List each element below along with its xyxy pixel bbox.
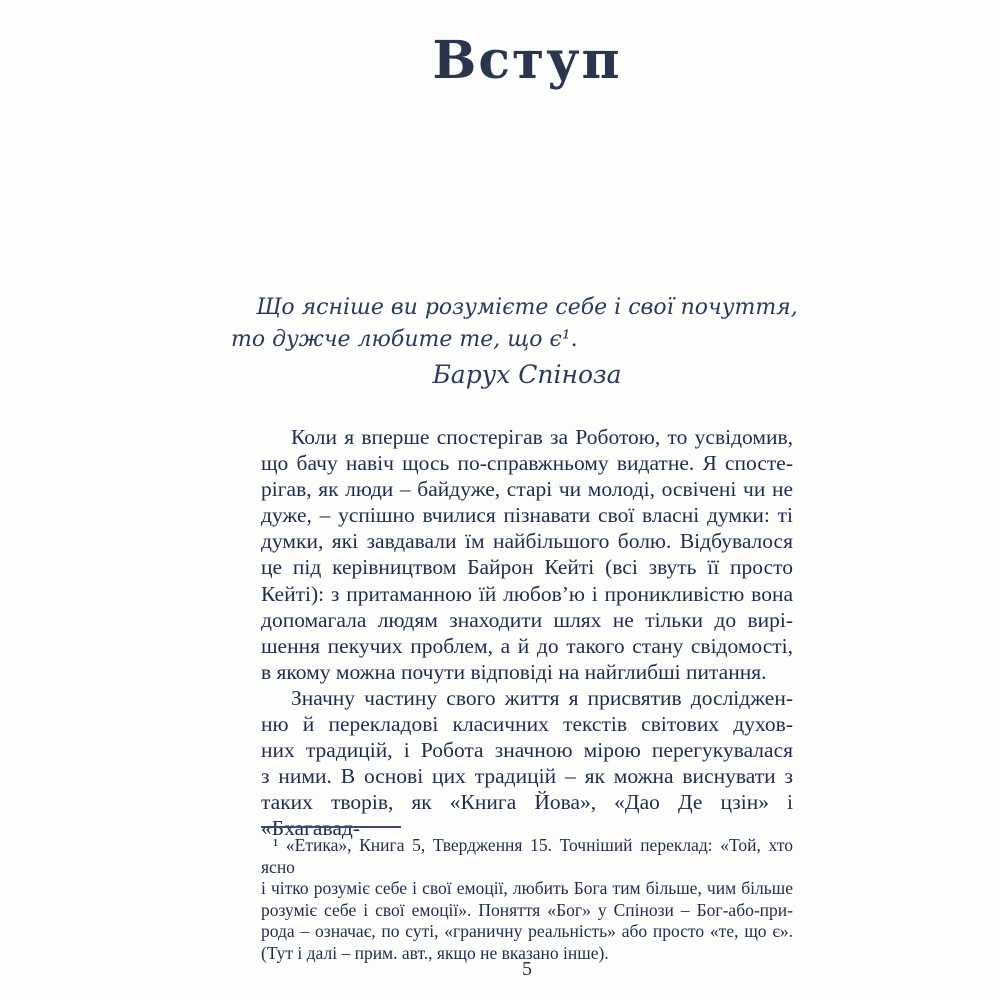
text-line: і чітко розуміє себе і свої емоції, любить Бога тим більше, чим більше	[261, 878, 793, 899]
epigraph-attribution: Барух Спіноза	[432, 360, 622, 389]
body-text	[261, 424, 793, 842]
text-line: (Тут і далі – прим. авт., якщо не вказано інше).	[261, 942, 609, 963]
text-line: них традицій, і Робота значною мірою перегукувалася	[261, 738, 793, 763]
text-line: таких творів, як «Книга Йова», «Дао Де цзін» і «Бхагавад-	[261, 790, 793, 841]
text-line: шення пекучих проблем, а й до такого стану свідомості,	[261, 633, 793, 658]
text-line: в якому можна почути відповіді на найглибші питання.	[261, 659, 767, 684]
text-line: з ними. В основі цих традицій – як можна виснувати з	[261, 764, 793, 789]
footnote-separator	[261, 826, 401, 828]
paragraph	[261, 424, 793, 685]
footnote	[261, 826, 793, 965]
text-line: то дужче любите те, що є¹.	[231, 327, 578, 352]
paragraph	[261, 685, 793, 842]
text-line: рігав, як люди – байдуже, старі чи молоді, освічені чи не	[261, 477, 793, 502]
text-line: Кейті): з притаманною їй любов’ю і проникливістю вона	[261, 581, 793, 606]
text-line: це під керівництвом Байрон Кейті (всі звуть її просто	[261, 555, 793, 580]
page-title: Вступ	[432, 30, 622, 91]
footnote-text	[261, 835, 793, 965]
text-line: ню й перекладові класичних текстів світових духов-	[261, 712, 793, 737]
epigraph	[231, 292, 823, 356]
page-number: 5	[522, 958, 532, 980]
text-line: допомагала людям знаходити шлях не тільки до вирі-	[261, 607, 793, 632]
text-line: Значну частину свого життя я присвятив досліджен-	[291, 685, 793, 710]
text-line: думки, які завдавали їм найбільшого болю. Відбувалося	[261, 529, 793, 554]
text-line: розуміє себе і свої емоції». Поняття «Бог» у Спінози – Бог-або-при-	[261, 899, 793, 920]
text-line: дуже, – успішно вчилися пізнавати свої власні думки: ті	[261, 503, 793, 528]
text-line: Що ясніше ви розумієте себе і свої почуття,	[256, 295, 798, 320]
text-line: рода – означає, по суті, «граничну реальність» або просто «те, що є».	[261, 921, 793, 942]
text-line: що бачу навіч щось по-справжньому видатне. Я спосте-	[261, 451, 793, 476]
text-line: ¹ «Етика», Книга 5, Твердження 15. Точніший переклад: «Той, хто ясно	[261, 835, 793, 877]
text-line: Коли я вперше спостерігав за Роботою, то усвідомив,	[291, 425, 793, 449]
